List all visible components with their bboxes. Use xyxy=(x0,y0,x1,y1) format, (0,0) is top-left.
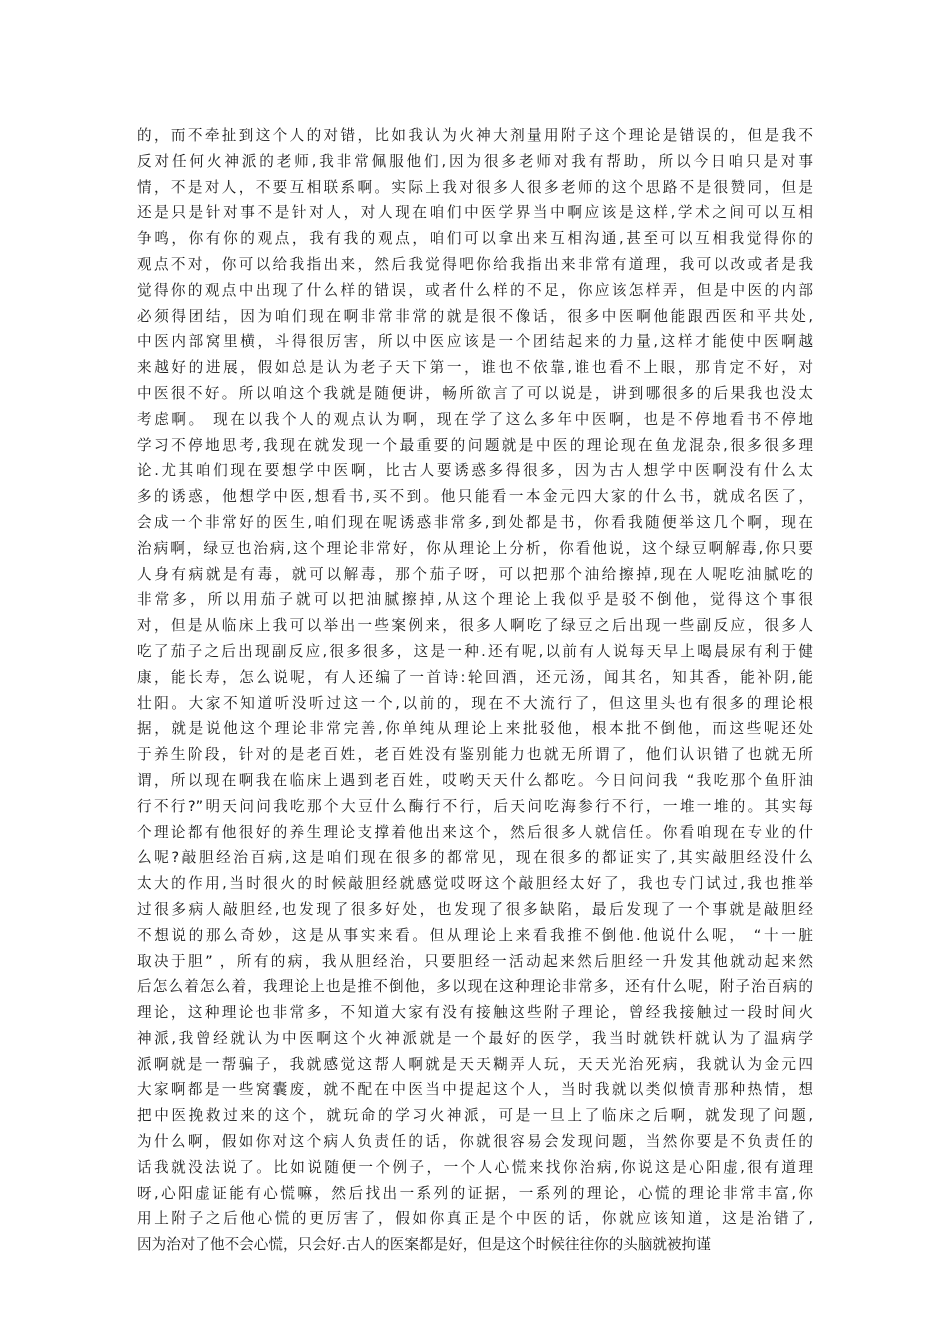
text-line: 话我就没法说了。比如说随便一个例子，一个人心慌来找你治病,你说这是心阳虚,很有道理 xyxy=(137,1158,813,1176)
text-line: 觉得你的观点中出现了什么样的错误，或者什么样的不足，你应该怎样弄，但是中医的内部 xyxy=(137,281,813,299)
text-line: 争鸣，你有你的观点，我有我的观点，咱们可以拿出来互相沟通,甚至可以互相我觉得你的 xyxy=(137,230,813,248)
text-line: 来越好的进展，假如总是认为老子天下第一，谁也不依靠,谁也看不上眼，那肯定不好，对 xyxy=(137,359,813,377)
text-line: 派啊就是一帮骗子，我就感觉这帮人啊就是天天糊弄人玩，天天光治死病，我就认为金元四 xyxy=(137,1055,813,1073)
text-line: 的，而不牵扯到这个人的对错，比如我认为火神大剂量用附子这个理论是错误的，但是我不 xyxy=(137,127,813,144)
text-line: 论.尤其咱们现在要想学中医啊，比古人要诱惑多得很多，因为古人想学中医啊没有什么太 xyxy=(137,462,813,480)
text-line: 考虑啊。 现在以我个人的观点认为啊，现在学了这么多年中医啊，也是不停地看书不停地 xyxy=(137,410,813,428)
text-line: 必须得团结，因为咱们现在啊非常非常的就是很不像话，很多中医啊他能跟西医和平共处, xyxy=(137,307,813,325)
text-line: 么呢?敲胆经治百病,这是咱们现在很多的都常见，现在很多的都证实了,其实敲胆经没什么 xyxy=(137,849,813,867)
text-line: 理论，这种理论也非常多，不知道大家有没有接触这些附子理论，曾经我接触过一段时间火 xyxy=(137,1004,813,1022)
text-line: 呀,心阳虚证能有心慌嘛，然后找出一系列的证据，一系列的理论，心慌的理论非常丰富,你 xyxy=(137,1184,813,1202)
text-line: 个理论都有他很好的养生理论支撑着他出来这个，然后很多人就信任。你看咱现在专业的什 xyxy=(137,823,813,841)
text-line: 据，就是说他这个理论非常完善,你单纯从理论上来批驳他，根本批不倒他，而这些呢还处 xyxy=(137,720,813,738)
body-text xyxy=(137,123,813,1258)
text-line: 后怎么着怎么着，我理论上也是推不倒他，多以现在这种理论非常多，还有什么呢，附子治百病的 xyxy=(137,978,813,996)
text-line: 神派,我曾经就认为中医啊这个火神派就是一个最好的医学，我当时就铁杆就认为了温病学 xyxy=(137,1029,813,1047)
text-line: 多的诱惑，他想学中医,想看书,买不到。他只能看一本金元四大家的什么书，就成名医了， xyxy=(137,488,813,506)
text-line: 中医很不好。所以咱这个我就是随便讲，畅所欲言了可以说是，讲到哪很多的后果我也没太 xyxy=(137,384,813,402)
text-line: 谓，所以现在啊我在临床上遇到老百姓，哎哟天天什么都吃。今日问问我 “我吃那个鱼肝油 xyxy=(137,771,813,789)
text-line: 还是只是针对事不是针对人，对人现在咱们中医学界当中啊应该是这样,学术之间可以互相 xyxy=(137,204,813,222)
text-line: 会成一个非常好的医生,咱们现在呢诱惑非常多,到处都是书，你看我随便举这几个啊，现在 xyxy=(137,513,813,531)
text-line: 康，能长寿，怎么说呢，有人还编了一首诗:轮回酒，还元汤，闻其名，知其香，能补阴,能 xyxy=(137,668,813,686)
text-line: 大家啊都是一些窝囊废，就不配在中医当中提起这个人，当时我就以类似愤青那种热情，想 xyxy=(137,1081,813,1099)
text-line: 行不行?”明天问问我吃那个大豆什么酶行不行，后天问吃海参行不行，一堆一堆的。其实每 xyxy=(137,797,813,815)
text-line: 为什么啊，假如你对这个病人负责任的话，你就很容易会发现问题，当然你要是不负责任的 xyxy=(137,1133,813,1151)
text-line: 情，不是对人，不要互相联系啊。实际上我对很多人很多老师的这个思路不是很赞同，但是 xyxy=(137,178,813,196)
text-line: 不想说的那么奇妙，这是从事实来看。但从理论上来看我推不倒他.他说什么呢， “十一脏 xyxy=(137,926,813,944)
text-line: 吃了茄子之后出现副反应,很多很多，这是一种.还有呢,以前有人说每天早上喝晨尿有利于健 xyxy=(137,642,813,660)
text-line: 过很多病人敲胆经,也发现了很多好处，也发现了很多缺陷，最后发现了一个事就是敲胆经 xyxy=(137,900,813,918)
text-line: 太大的作用,当时很火的时候敲胆经就感觉哎呀这个敲胆经太好了，我也专门试过,我也推举 xyxy=(137,875,813,893)
text-line: 壮阳。大家不知道听没听过这一个,以前的，现在不大流行了，但这里头也有很多的理论根 xyxy=(137,694,813,712)
text-line: 学习不停地思考,我现在就发现一个最重要的问题就是中医的理论现在鱼龙混杂,很多很多理 xyxy=(137,436,813,454)
text-line: 治病啊，绿豆也治病,这个理论非常好，你从理论上分析，你看他说，这个绿豆啊解毒,你只要 xyxy=(137,539,813,557)
text-line: 非常多，所以用茄子就可以把油腻擦掉,从这个理论上我似乎是驳不倒他，觉得这个事很 xyxy=(137,591,813,609)
text-line: 因为治对了他不会心慌，只会好.古人的医案都是好，但是这个时候往往你的头脑就被拘谨 xyxy=(137,1236,711,1254)
text-line: 对，但是从临床上我可以举出一些案例来，很多人啊吃了绿豆之后出现一些副反应，很多人 xyxy=(137,617,813,635)
text-line: 观点不对，你可以给我指出来，然后我觉得吧你给我指出来非常有道理，我可以改或者是我 xyxy=(137,255,813,273)
text-line: 人身有病就是有毒，就可以解毒，那个茄子呀，可以把那个油给擦掉,现在人呢吃油腻吃的 xyxy=(137,565,813,583)
text-line: 用上附子之后他心慌的更厉害了，假如你真正是个中医的话，你就应该知道，这是治错了, xyxy=(137,1210,813,1228)
text-line: 中医内部窝里横，斗得很厉害，所以中医应该是一个团结起来的力量,这样才能使中医啊越 xyxy=(137,333,813,351)
text-line: 把中医挽救过来的这个，就玩命的学习火神派，可是一旦上了临床之后啊，就发现了问题, xyxy=(137,1107,813,1125)
text-line: 取决于胆” ，所有的病，我从胆经治，只要胆经一活动起来然后胆经一升发其他就动起来然 xyxy=(137,952,813,970)
text-line: 于养生阶段，针对的是老百姓，老百姓没有鉴别能力也就无所谓了，他们认识错了也就无所 xyxy=(137,746,813,764)
text-line: 反对任何火神派的老师,我非常佩服他们,因为很多老师对我有帮助，所以今日咱只是对事 xyxy=(137,152,813,170)
